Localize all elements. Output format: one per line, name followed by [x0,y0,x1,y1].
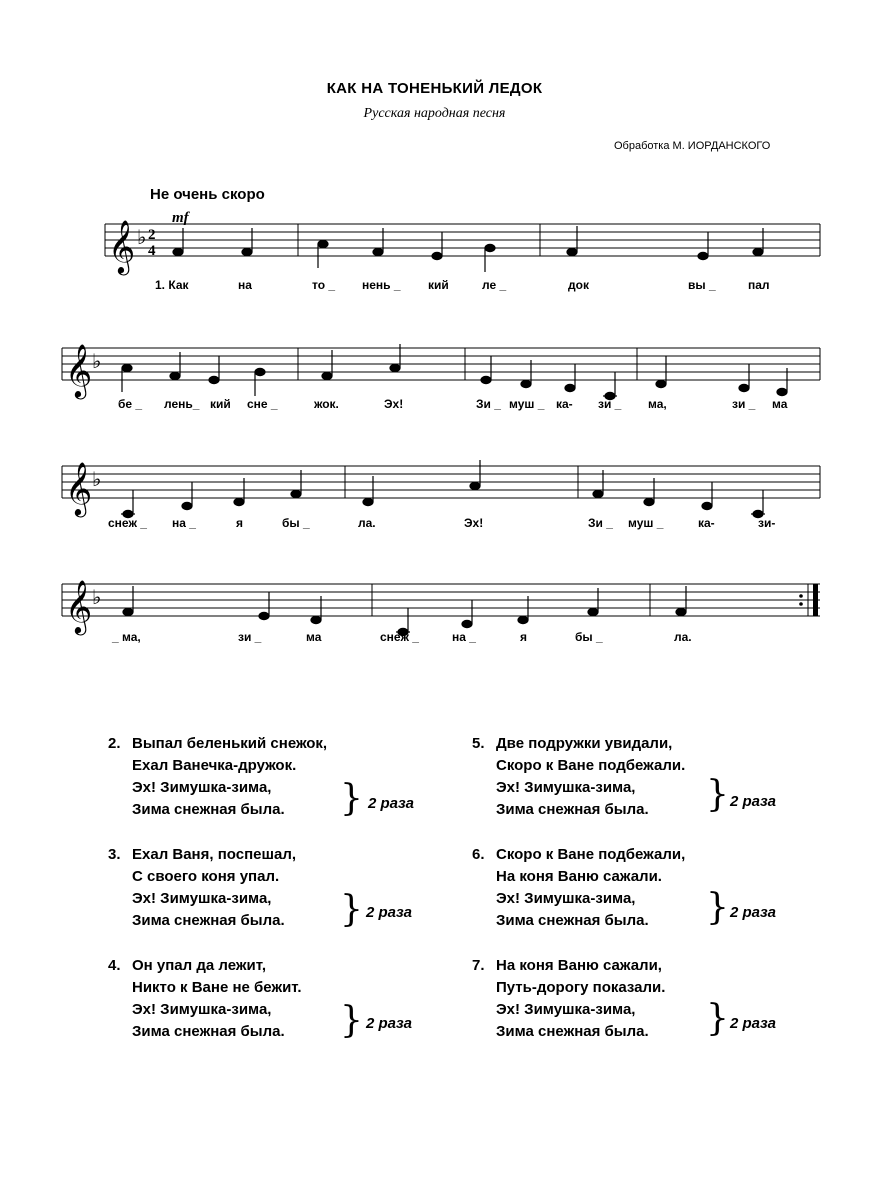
flat-icon: ♭ [92,587,102,609]
lyric-syllable: Эх! [384,397,404,411]
staff-1 [105,224,820,256]
lyric-syllable: снеж _ [380,630,419,644]
verse-number: 7. [472,957,485,974]
lyric-syllable: муш _ [509,397,545,411]
treble-clef-icon: 𝄞 [108,221,136,272]
repeat-indicator: 2 раза [730,793,777,810]
lyric-syllable: кий [210,397,231,411]
brace-icon: } [706,887,729,928]
verse-number: 2. [108,735,121,752]
lyric-syllable: бы _ [575,630,603,644]
lyric-syllable: зи _ [598,397,622,411]
lyric-syllable: Эх! [464,516,484,530]
lyric-syllable: снеж _ [108,516,147,530]
verse-4 [108,955,448,1047]
tempo-marking: Не очень скоро [150,186,265,203]
verse-line: Он упал да лежит, [132,957,267,974]
staff-4 [62,584,820,616]
verse-line: Выпал беленький снежок, [132,735,328,752]
lyric-syllable: пал [748,278,770,292]
lyric-syllable: сне _ [247,397,278,411]
lyric-syllable: бы _ [282,516,310,530]
verse-line: Эх! Зимушка-зима, [496,779,636,796]
lyric-syllable: на _ [172,516,196,530]
verse-line: Зима снежная была. [496,1023,649,1040]
verse-line: Путь-дорогу показали. [496,979,666,996]
verse-line: Эх! Зимушка-зима, [132,779,272,796]
lyric-syllable: зи _ [732,397,756,411]
lyric-syllable: жок. [314,397,339,411]
lyric-syllable: док [568,278,589,292]
brace-icon: } [706,998,729,1039]
verse-5 [472,733,822,825]
verse-number: 3. [108,846,121,863]
lyric-syllable: ма [772,397,788,411]
verse-line: Ехал Ванечка-дружок. [132,757,297,774]
lyric-syllable: ла. [674,630,692,644]
lyric-syllable: на _ [452,630,476,644]
lyric-syllable: Зи _ [476,397,501,411]
verse-line: Ехал Ваня, поспешал, [132,846,297,863]
lyric-syllable: я [236,516,244,530]
lyric-syllable: на [238,278,252,292]
repeat-indicator: 2 раза [730,904,777,921]
notes-staff-3 [121,460,765,518]
treble-clef-icon: 𝄞 [65,581,93,632]
verse-line: Никто к Ване не бежит. [132,979,302,996]
repeat-indicator: 2 раза [730,1015,777,1032]
verse-line: Эх! Зимушка-зима, [496,890,636,907]
lyric-syllable: я [520,630,528,644]
lyric-syllable: _ ма, [112,630,141,644]
lyric-syllable: ле _ [482,278,507,292]
verse-line: Эх! Зимушка-зима, [132,890,272,907]
brace-icon: } [340,889,363,930]
time-signature-top: 2 [148,227,156,243]
lyric-syllable: зи- [758,516,776,530]
brace-icon: } [340,778,363,819]
verse-line: Зима снежная была. [496,801,649,818]
verse-7 [472,955,822,1047]
verse-6 [472,844,822,936]
verse-2 [108,733,448,825]
lyric-syllable: ма, [648,397,667,411]
verse-line: Зима снежная была. [132,801,285,818]
lyric-syllable: лень_ [164,397,200,411]
lyric-syllable: ма [306,630,322,644]
verse-line: Скоро к Ване подбежали. [496,757,686,774]
brace-icon: } [706,774,729,815]
flat-icon: ♭ [92,351,102,373]
treble-clef-icon: 𝄞 [65,463,93,514]
staff-3 [62,466,820,498]
verse-line: С своего коня упал. [132,868,280,885]
time-signature-bottom: 4 [148,243,156,259]
repeat-indicator: 2 раза [366,904,413,921]
verse-number: 4. [108,957,121,974]
lyric-syllable: Зи _ [588,516,613,530]
notes-staff-4 [123,586,686,636]
lyric-syllable: ла. [358,516,376,530]
verse-line: Две подружки увидали, [496,735,673,752]
flat-icon: ♭ [92,469,102,491]
repeat-indicator: 2 раза [366,1015,413,1032]
verse-line: Зима снежная была. [132,912,285,929]
flat-icon: ♭ [137,227,147,249]
verse-number: 6. [472,846,485,863]
brace-icon: } [340,1000,363,1041]
repeat-indicator: 2 раза [368,795,415,812]
lyric-syllable: 1. Как [155,278,189,292]
treble-clef-icon: 𝄞 [65,345,93,396]
lyric-syllable: зи _ [238,630,262,644]
verse-line: Скоро к Ване подбежали, [496,846,686,863]
verse-number: 5. [472,735,485,752]
verse-line: На коня Ваню сажали. [496,868,662,885]
lyric-syllable: бе _ [118,397,143,411]
notes-staff-1 [173,226,763,272]
verse-line: На коня Ваню сажали, [496,957,662,974]
lyric-syllable: вы _ [688,278,716,292]
lyric-syllable: то _ [312,278,336,292]
song-subtitle: Русская народная песня [363,106,506,121]
verse-line: Зима снежная была. [132,1023,285,1040]
dynamic-marking: mf [172,210,189,226]
song-title: КАК НА ТОНЕНЬКИЙ ЛЕДОК [326,80,543,97]
arranger-credit: Обработка М. ИОРДАНСКОГО [614,140,771,152]
lyric-syllable: кий [428,278,449,292]
verse-3 [108,844,448,936]
lyric-syllable: ка- [556,397,573,411]
verse-line: Зима снежная была. [496,912,649,929]
lyric-syllable: муш _ [628,516,664,530]
lyric-syllable: ка- [698,516,715,530]
verse-line: Эх! Зимушка-зима, [132,1001,272,1018]
verse-line: Эх! Зимушка-зима, [496,1001,636,1018]
lyric-syllable: нень _ [362,278,401,292]
